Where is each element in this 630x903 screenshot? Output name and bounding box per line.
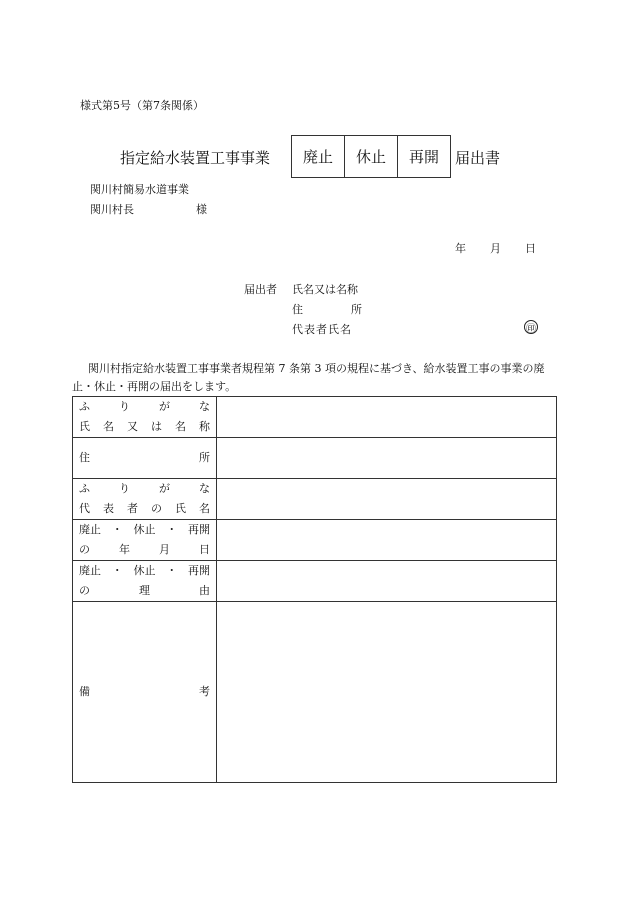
applicant-label: 届出者 — [244, 283, 277, 296]
row-label-char: 住 — [79, 451, 90, 464]
row-label-char: 名 — [175, 420, 186, 433]
row-label-line — [79, 479, 210, 499]
row-label-char: 表 — [103, 502, 114, 515]
date-month-label: 月 — [490, 242, 501, 255]
applicant-address-char: 住 — [292, 303, 303, 316]
row-label — [73, 520, 217, 561]
row-label-char: 廃止 — [79, 523, 101, 536]
row-label-char: 理 — [139, 584, 150, 597]
row-label — [73, 397, 217, 438]
row-label-line — [79, 417, 210, 437]
row-label-line — [79, 448, 210, 468]
row-label-line — [79, 520, 210, 540]
addressee-org: 関川村簡易水道事業 — [90, 183, 189, 196]
row-label-char: 者 — [127, 502, 138, 515]
title-option-suspend: 休止 — [344, 136, 397, 177]
table-row — [73, 520, 557, 561]
row-label-char: 考 — [199, 685, 210, 698]
date-day-label: 日 — [525, 242, 536, 255]
addressee-honorific: 様 — [196, 203, 207, 216]
table-row — [73, 479, 557, 520]
row-label — [73, 561, 217, 602]
row-label-char: 由 — [199, 584, 210, 597]
row-label-char: が — [159, 482, 170, 495]
row-label-char: 再開 — [188, 523, 210, 536]
row-label-char: の — [151, 502, 162, 515]
row-label-char: が — [159, 400, 170, 413]
row-label-char: 氏 — [175, 502, 186, 515]
body-paragraph: 関川村指定給水装置工事事業者規程第 7 条第 3 項の規程に基づき、給水装置工事の事業の廃止・休止・再開の届出をします。 — [72, 362, 545, 393]
row-label-line — [79, 581, 210, 601]
row-label — [73, 438, 217, 479]
row-label-line — [79, 682, 210, 702]
row-label-char: 又 — [127, 420, 138, 433]
form-title-tail: 届出書 — [455, 149, 501, 167]
row-label-char: な — [199, 482, 210, 495]
applicant-address-label — [292, 301, 362, 317]
row-label-char: 廃止 — [79, 564, 101, 577]
seal-icon: ㊞ — [524, 320, 538, 334]
date-year-label: 年 — [455, 242, 466, 255]
row-value-field[interactable] — [217, 438, 557, 479]
row-value-field[interactable] — [217, 479, 557, 520]
row-label-char: 日 — [199, 543, 210, 556]
row-label-line — [79, 397, 210, 417]
row-label-char: 年 — [119, 543, 130, 556]
row-label — [73, 602, 217, 783]
row-label-char: の — [79, 543, 90, 556]
title-option-abolish: 廃止 — [302, 148, 333, 166]
row-label-char: 休止 — [133, 523, 156, 536]
row-label-char: 所 — [199, 451, 210, 464]
row-value-field[interactable] — [217, 602, 557, 783]
title-option-box — [291, 135, 451, 178]
table-row — [73, 438, 557, 479]
row-label-char: ふ — [79, 400, 90, 413]
row-label-char: 名 — [199, 502, 210, 515]
row-value-field[interactable] — [217, 520, 557, 561]
applicant-address-char: 所 — [351, 303, 362, 316]
row-label-char: な — [199, 400, 210, 413]
row-label — [73, 479, 217, 520]
row-label-char: ・ — [166, 523, 178, 536]
form-title: 指定給水装置工事事業 — [120, 149, 271, 167]
row-label-char: ・ — [166, 564, 178, 577]
table-row — [73, 397, 557, 438]
title-option-resume: 再開 — [397, 136, 450, 177]
table-row — [73, 602, 557, 783]
row-value-field[interactable] — [217, 561, 557, 602]
application-table — [72, 396, 557, 783]
row-label-char: ・ — [111, 523, 123, 536]
row-label-line — [79, 540, 210, 560]
row-label-char: 再開 — [188, 564, 210, 577]
row-label-char: 月 — [159, 543, 170, 556]
applicant-rep-label: 代表者氏名 — [292, 323, 352, 336]
row-label-line — [79, 499, 210, 519]
form-number: 様式第5号（第7条関係） — [80, 99, 204, 112]
row-label-char: り — [119, 400, 130, 413]
row-label-char: は — [151, 420, 162, 433]
row-label-char: り — [119, 482, 130, 495]
row-label-char: の — [79, 584, 90, 597]
row-label-char: 称 — [199, 420, 210, 433]
row-label-char: 備 — [79, 685, 90, 698]
row-label-char: 休止 — [133, 564, 156, 577]
row-label-char: 名 — [103, 420, 114, 433]
table-row — [73, 561, 557, 602]
row-label-char: 氏 — [79, 420, 90, 433]
row-value-field[interactable] — [217, 397, 557, 438]
row-label-char: ふ — [79, 482, 90, 495]
applicant-name-label: 氏名又は名称 — [292, 283, 358, 296]
row-label-char: ・ — [111, 564, 123, 577]
addressee-name: 関川村長 — [90, 203, 134, 216]
row-label-line — [79, 561, 210, 581]
row-label-char: 代 — [79, 502, 90, 515]
